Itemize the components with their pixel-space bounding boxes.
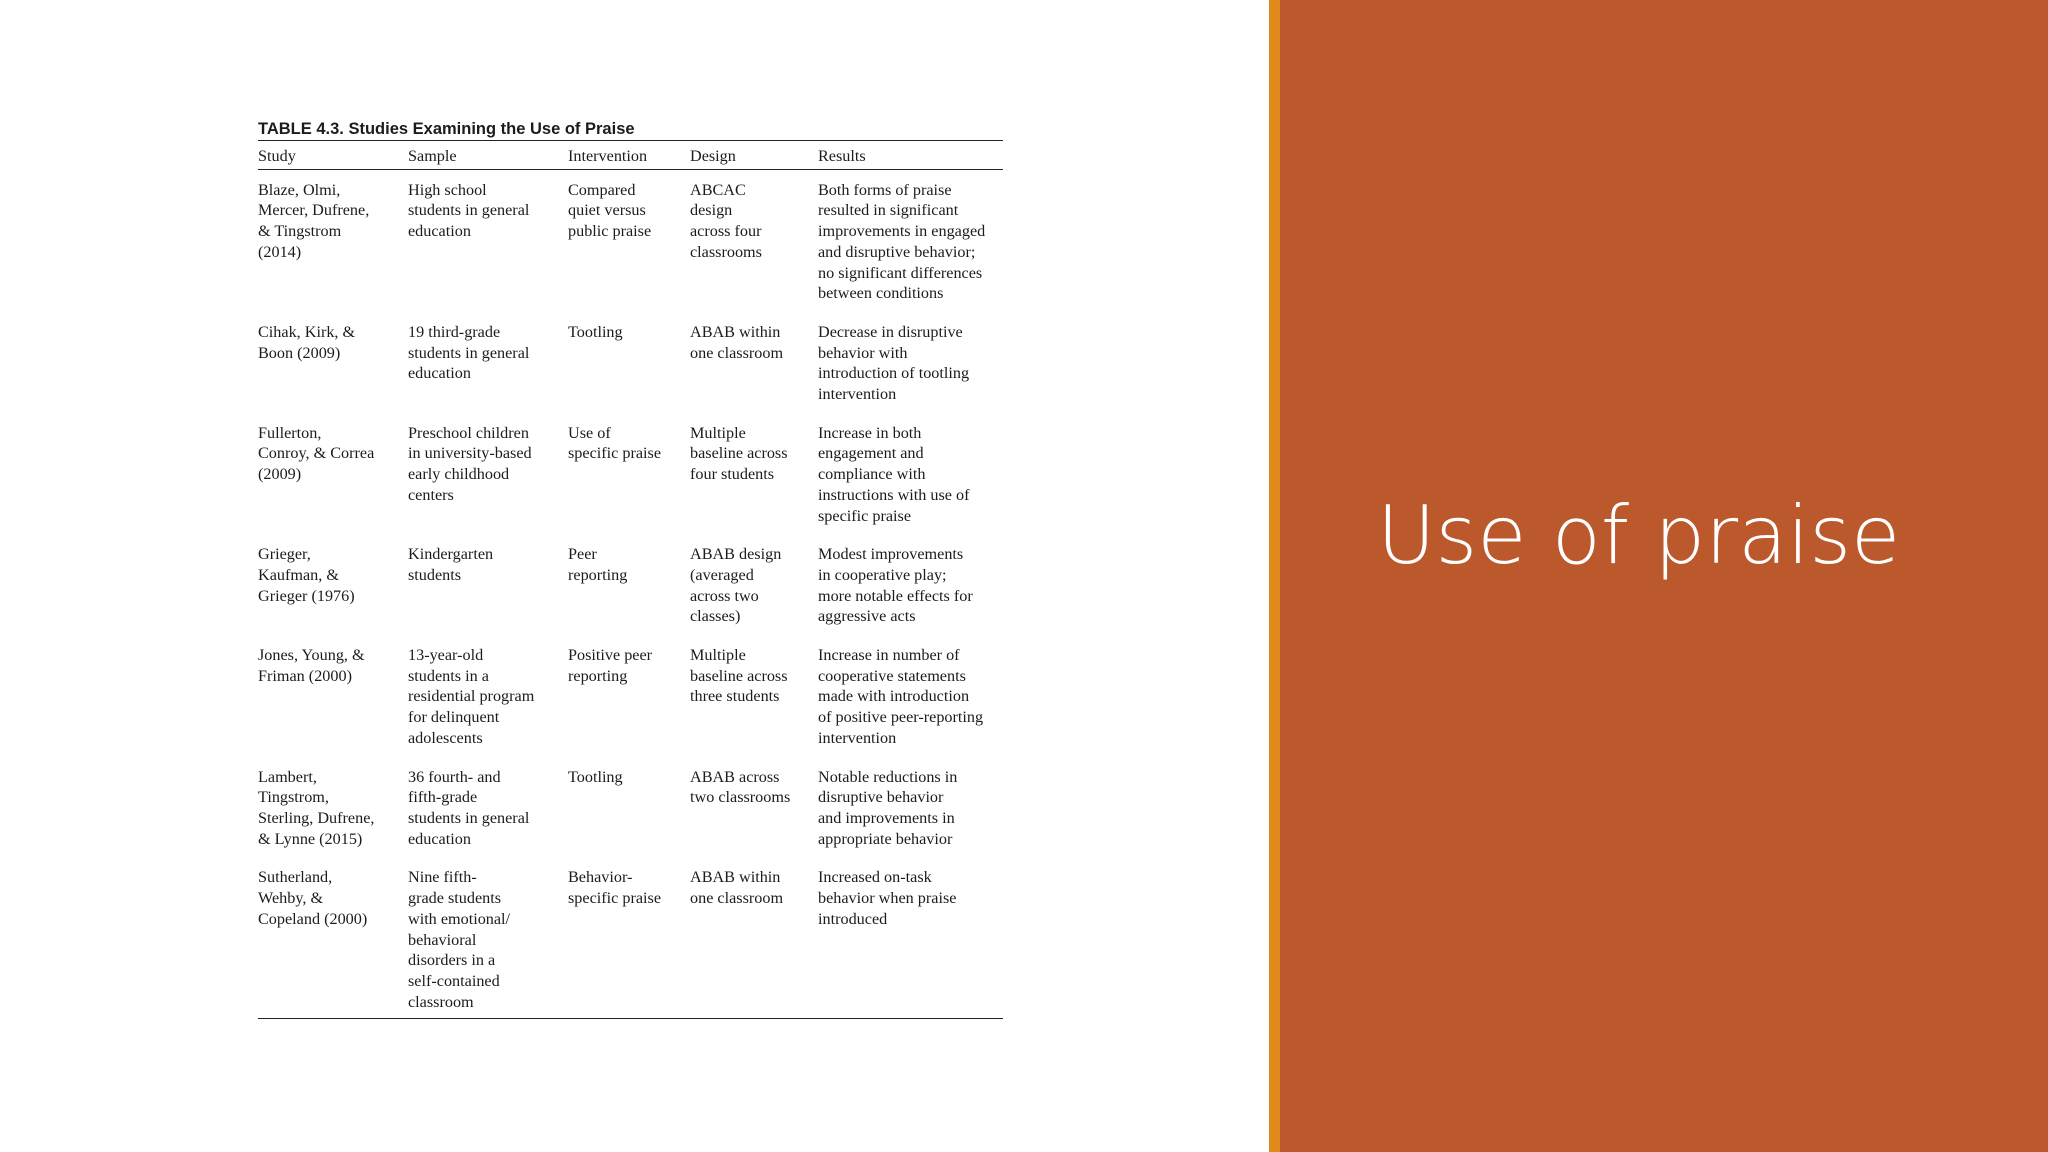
cell-line: baseline across (690, 444, 788, 463)
cell-line: Preschool children (408, 423, 529, 442)
cell-line: two classrooms (690, 788, 791, 807)
cell-line: public praise (568, 222, 652, 241)
table-cell-sample (408, 405, 568, 527)
cell-line: Sterling, Dufrene, (258, 808, 375, 827)
cell-line: aggressive acts (818, 607, 916, 626)
cell-line: (2014) (258, 242, 302, 261)
cell-line: resulted in significant (818, 201, 959, 220)
cell-line: Increase in number of (818, 646, 960, 665)
cell-line: made with introduction (818, 687, 970, 706)
table-cell-intervention (568, 304, 690, 405)
cell-line: Both forms of praise (818, 180, 952, 199)
cell-line: education (408, 364, 471, 383)
table-row (258, 405, 1003, 527)
cell-line: Use of (568, 423, 611, 442)
column-header-design: Design (690, 141, 818, 169)
cell-line: Tingstrom, (258, 788, 329, 807)
cell-line: education (408, 222, 471, 241)
table-cell-design (690, 304, 818, 405)
cell-line: appropriate behavior (818, 829, 953, 848)
cell-line: residential program (408, 687, 535, 706)
cell-line: students in a (408, 666, 489, 685)
cell-line: Sutherland, (258, 868, 333, 887)
cell-line: High school (408, 180, 487, 199)
cell-line: students in general (408, 201, 530, 220)
cell-line: one classroom (690, 343, 784, 362)
cell-line: Tootling (568, 322, 623, 341)
cell-line: Jones, Young, & (258, 646, 365, 665)
table-cell-design (690, 169, 818, 304)
cell-line: design (690, 201, 733, 220)
table-cell-results (818, 526, 1003, 627)
cell-line: specific praise (818, 506, 912, 525)
cell-line: reporting (568, 666, 628, 685)
cell-line: of positive peer-reporting (818, 708, 984, 727)
table-cell-sample (408, 304, 568, 405)
cell-line: in university-based (408, 444, 532, 463)
cell-line: 36 fourth- and (408, 767, 501, 786)
cell-line: across two (690, 586, 759, 605)
cell-line: grade students (408, 889, 502, 908)
cell-line: four students (690, 465, 775, 484)
cell-line: Boon (2009) (258, 343, 341, 362)
cell-line: adolescents (408, 728, 483, 747)
table-cell-results (818, 849, 1003, 1018)
accent-stripe (1269, 0, 1280, 1152)
cell-line: disorders in a (408, 951, 496, 970)
cell-line: Mercer, Dufrene, (258, 201, 370, 220)
cell-line: and improvements in (818, 808, 955, 827)
cell-line: quiet versus (568, 201, 646, 220)
cell-line: Positive peer (568, 646, 653, 665)
cell-line: ABAB within (690, 868, 781, 887)
cell-line: ABCAC (690, 180, 746, 199)
cell-line: & Lynne (2015) (258, 829, 363, 848)
table-cell-study (258, 627, 408, 749)
cell-line: engagement and (818, 444, 924, 463)
cell-line: 13-year-old (408, 646, 484, 665)
cell-line: classes) (690, 607, 741, 626)
cell-line: compliance with (818, 465, 926, 484)
cell-line: ABAB across (690, 767, 780, 786)
cell-line: (averaged (690, 565, 754, 584)
cell-line: students in general (408, 343, 530, 362)
praise-studies-table-figure (258, 116, 1003, 1019)
cell-line: centers (408, 485, 454, 504)
praise-studies-table (258, 141, 1003, 1019)
table-cell-results (818, 169, 1003, 304)
cell-line: Wehby, & (258, 889, 324, 908)
column-header-results: Results (818, 141, 1003, 169)
table-cell-sample (408, 849, 568, 1018)
table-cell-design (690, 749, 818, 850)
cell-line: Grieger, (258, 545, 311, 564)
table-row (258, 304, 1003, 405)
column-header-intervention: Intervention (568, 141, 690, 169)
table-cell-sample (408, 749, 568, 850)
column-header-study: Study (258, 141, 408, 169)
cell-line: classrooms (690, 242, 762, 261)
cell-line: students (408, 565, 462, 584)
table-row (258, 169, 1003, 304)
cell-line: no significant differences (818, 263, 983, 282)
table-cell-design (690, 627, 818, 749)
cell-line: improvements in engaged (818, 222, 986, 241)
table-cell-intervention (568, 627, 690, 749)
cell-line: Friman (2000) (258, 666, 352, 685)
cell-line: ABAB within (690, 322, 781, 341)
table-cell-study (258, 304, 408, 405)
cell-line: (2009) (258, 465, 302, 484)
cell-line: ABAB design (690, 545, 782, 564)
table-cell-study (258, 849, 408, 1018)
table-header-row (258, 141, 1003, 169)
table-cell-design (690, 405, 818, 527)
table-body (258, 169, 1003, 1019)
cell-line: baseline across (690, 666, 788, 685)
column-header-sample: Sample (408, 141, 568, 169)
table-cell-sample (408, 169, 568, 304)
cell-line: Multiple (690, 423, 746, 442)
cell-line: Grieger (1976) (258, 586, 355, 605)
cell-line: Decrease in disruptive (818, 322, 963, 341)
cell-line: across four (690, 222, 762, 241)
cell-line: Increase in both (818, 423, 922, 442)
cell-line: Kindergarten (408, 545, 494, 564)
table-cell-study (258, 405, 408, 527)
cell-line: Blaze, Olmi, (258, 180, 341, 199)
cell-line: more notable effects for (818, 586, 973, 605)
cell-line: fifth-grade (408, 788, 478, 807)
table-cell-intervention (568, 405, 690, 527)
cell-line: Nine fifth- (408, 868, 477, 887)
cell-line: Copeland (2000) (258, 909, 368, 928)
cell-line: three students (690, 687, 780, 706)
cell-line: introduction of tootling (818, 364, 970, 383)
cell-line: Cihak, Kirk, & (258, 322, 356, 341)
table-caption: TABLE 4.3. Studies Examining the Use of Praise (258, 116, 1003, 141)
cell-line: intervention (818, 385, 897, 404)
table-row (258, 526, 1003, 627)
cell-line: Increased on-task (818, 868, 932, 887)
cell-line: Conroy, & Correa (258, 444, 375, 463)
table-cell-intervention (568, 526, 690, 627)
table-cell-intervention (568, 849, 690, 1018)
cell-line: students in general (408, 808, 530, 827)
cell-line: instructions with use of (818, 485, 970, 504)
cell-line: and disruptive behavior; (818, 242, 976, 261)
cell-line: behavioral (408, 930, 477, 949)
cell-line: Kaufman, & (258, 565, 339, 584)
cell-line: self-contained (408, 971, 500, 990)
cell-line: classroom (408, 992, 474, 1011)
cell-line: education (408, 829, 471, 848)
cell-line: between conditions (818, 284, 944, 303)
cell-line: intervention (818, 728, 897, 747)
cell-line: disruptive behavior (818, 788, 944, 807)
cell-line: introduced (818, 909, 888, 928)
table-row (258, 749, 1003, 850)
cell-line: specific praise (568, 889, 662, 908)
cell-line: behavior with (818, 343, 908, 362)
table-row (258, 627, 1003, 749)
cell-line: Modest improvements (818, 545, 964, 564)
table-cell-sample (408, 526, 568, 627)
table-cell-study (258, 749, 408, 850)
table-cell-results (818, 304, 1003, 405)
cell-line: Behavior- (568, 868, 633, 887)
cell-line: 19 third-grade (408, 322, 501, 341)
cell-line: behavior when praise (818, 889, 957, 908)
table-cell-results (818, 405, 1003, 527)
cell-line: Notable reductions in (818, 767, 958, 786)
cell-line: Peer (568, 545, 597, 564)
table-cell-design (690, 526, 818, 627)
cell-line: reporting (568, 565, 628, 584)
cell-line: Lambert, (258, 767, 317, 786)
slide-title: Use of praise (1377, 489, 1901, 582)
cell-line: Multiple (690, 646, 746, 665)
cell-line: one classroom (690, 889, 784, 908)
cell-line: specific praise (568, 444, 662, 463)
table-cell-study (258, 169, 408, 304)
cell-line: for delinquent (408, 708, 500, 727)
cell-line: Fullerton, (258, 423, 322, 442)
table-cell-results (818, 627, 1003, 749)
cell-line: Compared (568, 180, 636, 199)
table-cell-sample (408, 627, 568, 749)
table-cell-intervention (568, 749, 690, 850)
cell-line: cooperative statements (818, 666, 966, 685)
table-cell-design (690, 849, 818, 1018)
cell-line: early childhood (408, 465, 510, 484)
table-cell-results (818, 749, 1003, 850)
table-cell-study (258, 526, 408, 627)
cell-line: in cooperative play; (818, 565, 947, 584)
cell-line: with emotional/ (408, 909, 511, 928)
cell-line: & Tingstrom (258, 222, 342, 241)
cell-line: Tootling (568, 767, 623, 786)
table-row (258, 849, 1003, 1018)
table-cell-intervention (568, 169, 690, 304)
